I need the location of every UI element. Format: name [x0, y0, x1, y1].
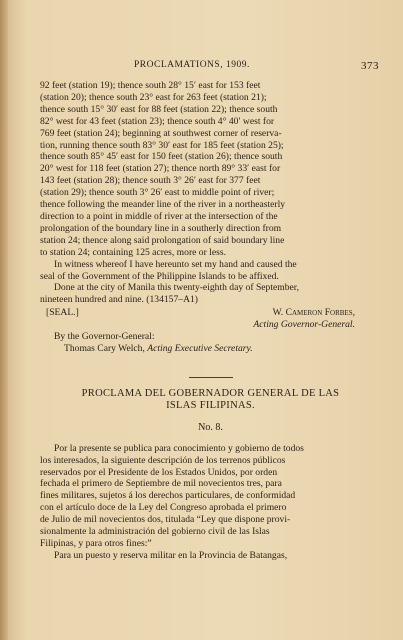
page-body	[40, 80, 381, 562]
text-line: 143 feet (station 28); thence south 3° 26′ east for 377 feet	[40, 175, 261, 187]
text-line: sionalmente la administración del gobierno civil de las Islas	[40, 526, 270, 538]
text-line: Filipinas, y para otros fines:”	[40, 538, 152, 549]
text-line: fines militares, sujetos á los derechos particulares, de conformidad	[40, 490, 296, 502]
text-line: seal of the Government of the Philippine Islands to be affixed.	[40, 270, 279, 282]
by-line: By the Governor-General:	[54, 331, 155, 343]
witness-paragraph	[40, 259, 381, 283]
heading-line: ISLAS FILIPINAS.	[166, 400, 255, 412]
text-line: Por la presente se publica para conocimiento y gobierno de todos	[54, 442, 304, 454]
text-line: station 24; thence along said prolongation of said boundary line	[40, 234, 285, 246]
text-line: (station 29); thence south 3° 26′ east to middle point of river;	[40, 187, 275, 199]
text-line: In witness whereof I have hereunto set my hand and caused the	[54, 258, 297, 270]
spanish-heading	[50, 388, 371, 413]
text-line: thence south 15° 30′ east for 88 feet (station 22); thence south	[40, 103, 278, 115]
signer-title: Acting Governor-General.	[253, 319, 355, 331]
spanish-paragraph	[40, 443, 381, 562]
done-paragraph	[40, 282, 381, 306]
seal-signature-row	[40, 307, 381, 319]
text-line: (station 20); thence south 23° east for 263 feet (station 21);	[40, 91, 267, 103]
text-line: Done at the city of Manila this twenty-eighth day of September,	[54, 282, 299, 294]
secretary-name: Thomas Cary Welch,	[64, 342, 145, 354]
header-title: PROCLAMATIONS, 1909.	[134, 60, 250, 70]
text-line: fechada el primero de Septiembre de mil novecientos tres, para	[40, 478, 282, 490]
book-spine-edge	[0, 0, 8, 640]
secretary-title: Acting Executive Secretary.	[147, 342, 253, 354]
text-line: con el artículo doce de la Ley del Congreso aprobada el primero	[40, 502, 287, 514]
secretary-line	[40, 343, 381, 355]
section-divider	[189, 377, 233, 378]
text-line: to station 24; containing 125 acres, more or less.	[40, 246, 226, 258]
text-line: 20° west for 118 feet (station 27); thence north 89° 33′ east for	[40, 163, 281, 175]
text-line: 82° west for 43 feet (station 23); thence south 4° 40′ west for	[40, 115, 275, 127]
text-line: 92 feet (station 19); thence south 28° 15′ east for 153 feet	[40, 80, 261, 91]
text-line: direction to a point in middle of river at the intersection of the	[40, 210, 278, 222]
signer-name: W. Cameron Forbes,	[272, 307, 355, 319]
text-line: 769 feet (station 24); beginning at southwest corner of reserva-	[40, 127, 282, 139]
text-line: los interesados, la siguiente descripción de los terrenos públicos	[40, 454, 286, 466]
text-line: de Julio de mil novecientos dos, titulada “Ley que dispone provi-	[40, 514, 291, 526]
proclamation-number: No. 8.	[198, 421, 223, 433]
seal-mark: [SEAL.]	[46, 307, 79, 319]
text-line: nineteen hundred and nine. (134157–A1)	[40, 294, 198, 306]
boundary-description	[40, 80, 381, 259]
text-line: thence south 85° 45′ east for 150 feet (station 26); thence south	[40, 151, 283, 163]
text-line: thence following the meander line of the river in a northeasterly	[40, 199, 286, 211]
page-number: 373	[361, 60, 379, 72]
text-line: tion, running thence south 83° 30′ east for 185 feet (station 25);	[40, 139, 284, 151]
text-line: prolongation of the boundary line in a southerly direction from	[40, 222, 282, 234]
text-line: reservados por el Presidente de los Estados Unidos, por orden	[40, 466, 278, 478]
text-line: Para un puesto y reserva militar en la Provincia de Batangas,	[54, 549, 288, 561]
heading-line: PROCLAMA DEL GOBERNADOR GENERAL DE LAS	[81, 387, 340, 399]
